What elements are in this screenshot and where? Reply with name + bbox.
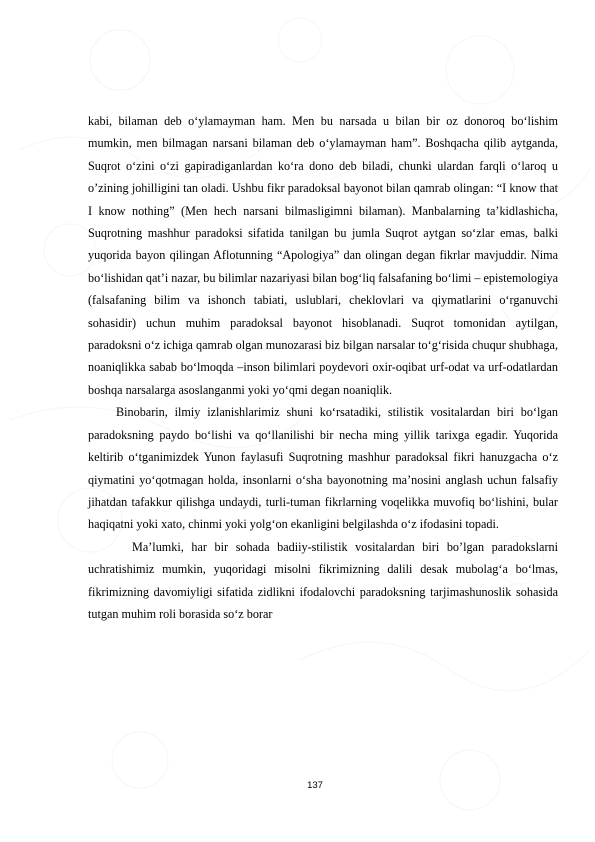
body-text (88, 110, 558, 625)
paragraph-3: Ma’lumki, har bir sohada badiiy-stilistik vositalardan biri bo’lgan paradokslarni uchratishimiz mumkin, yuqoridagi misolni fikrimizning dalili desak mubolag‘a bo‘lmas, fikrimizning davomiyligi sifatida zidlikni ifodalovchi paradoksning tarjimashunoslik sohasida tutgan muhim roli borasida so‘z borar (88, 539, 558, 621)
paragraph-2: Binobarin, ilmiy izlanishlarimiz shuni ko‘rsatadiki, stilistik vositalardan biri bo‘lgan paradoksning paydo bo‘lishi va qo‘llanilishi bir necha ming yillik tarixga egadir. Yuqorida keltirib o‘tganimizdek Yunon faylasufi Suqrotning mashhur paradoksal fikri hanuzgacha o‘z qiymatini yo‘qotmagan holda, insonlarni o‘sha bayonotning ma’nosini anglash uchun falsafiy jihatdan tafakkur qilishga undaydi, turli-tuman fikrlarning voqelikka muvofiq bo‘lishini, bular haqiqatni yoki xato, chinmi yoki yolg‘on ekanligini belgilashda o‘z ifodasini topadi. (88, 405, 558, 532)
paragraph-1: kabi, bilaman deb o‘ylamayman ham. Men bu narsada u bilan bir oz donoroq bo‘lishim mumkin, men bilmagan narsani bilaman deb o‘ylamayman ham”. Boshqacha qilib aytganda, Suqrot o‘zini o‘zi gapiradiganlardan ko‘ra dono deb biladi, chunki ulardan farqli o‘laroq u o’zining johilligini tan oladi. Ushbu fikr paradoksal bayonot bilan qamrab olingan: “I know that I know nothing” (Men hech narsani bilmasligimni bilaman). Manbalarning ta’kidlashicha, Suqrotning mashhur paradoksi sifatida tanilgan bu jumla Suqrot aytgan so‘zlar emas, balki yuqorida bayon qilingan Aflotunning “Apologiya” dan olingan degan fikrlar mavjuddir. Nima bo‘lishidan qat’i nazar, bu bilimlar nazariyasi bilan bog‘liq falsafaning bo‘limi – epistemologiya (falsafaning bilim va ishonch tabiati, uslublari, cheklovlari va qiymatlarini o‘rganuvchi sohasidir) uchun muhim paradoksal bayonot hisoblanadi. Suqrot tomonidan aytilgan, paradoksni o‘z ichiga qamrab olgan munozarasi biz bilgan narsalar to‘g‘risida chuqur shubhaga, noaniqlikka sabab bo‘lmoqda –inson bilimlari poydevori oxir-oqibat urf-odat va urf-odatlardan boshqa narsalarga asoslanganmi yoki yo‘qmi degan noaniqlik. (88, 114, 558, 397)
page-number: 137 (307, 780, 323, 791)
